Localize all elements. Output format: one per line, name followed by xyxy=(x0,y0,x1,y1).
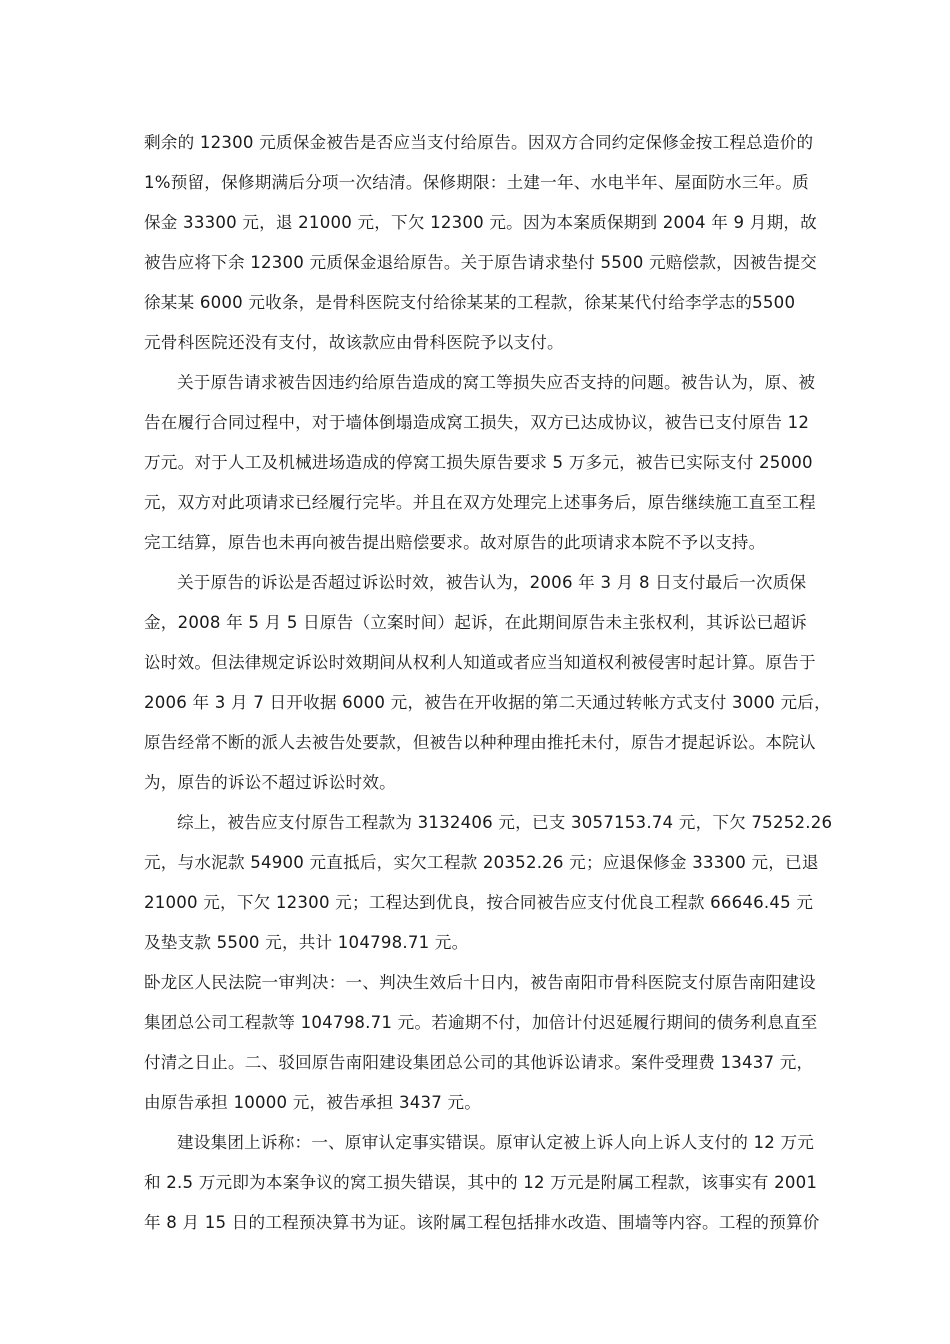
text-line: 原告经常不断的派人去被告处要款，但被告以种种理由推托未付，原告才提起诉讼。本院认 xyxy=(144,733,816,752)
text-line: 1%预留，保修期满后分项一次结清。保修期限：土建一年、水电半年、屋面防水三年。质 xyxy=(144,173,809,192)
text-line: 由原告承担 10000 元，被告承担 3437 元。 xyxy=(144,1093,482,1112)
text-line: 年 8 月 15 日的工程预决算书为证。该附属工程包括排水改造、围墙等内容。工程的预算价 xyxy=(144,1213,820,1232)
text-line: 告在履行合同过程中，对于墙体倒塌造成窝工损失，双方已达成协议，被告已支付原告 12 xyxy=(144,413,810,432)
text-line: 21000 元，下欠 12300 元；工程达到优良，按合同被告应支付优良工程款 66646.45 元 xyxy=(144,893,814,912)
text-line: 付清之日止。二、驳回原告南阳建设集团总公司的其他诉讼请求。案件受理费 13437 元， xyxy=(144,1053,814,1072)
text-line: 徐某某 6000 元收条，是骨科医院支付给徐某某的工程款，徐某某代付给李学志的5500 xyxy=(144,293,796,312)
text-line: 完工结算，原告也未再向被告提出赔偿要求。故对原告的此项请求本院不予以支持。 xyxy=(144,533,766,552)
text-line: 保金 33300 元，退 21000 元，下欠 12300 元。因为本案质保期到 2004 年 9 月期，故 xyxy=(144,213,817,232)
text-line: 剩余的 12300 元质保金被告是否应当支付给原告。因双方合同约定保修金按工程总造价的 xyxy=(144,133,814,152)
text-line: 元，与水泥款 54900 元直抵后，实欠工程款 20352.26 元；应退保修金 33300 元，已退 xyxy=(144,853,819,872)
text-line: 及垫支款 5500 元，共计 104798.71 元。 xyxy=(144,933,469,952)
text-line: 为，原告的诉讼不超过诉讼时效。 xyxy=(144,773,396,792)
text-line: 万元。对于人工及机械进场造成的停窝工损失原告要求 5 万多元，被告已实际支付 25000 xyxy=(144,453,813,472)
text-line: 元骨科医院还没有支付，故该款应由骨科医院予以支付。 xyxy=(144,333,564,352)
text-line: 综上，被告应支付原告工程款为 3132406 元，已支 3057153.74 元，下欠 75252.26 xyxy=(177,813,833,832)
text-line: 被告应将下余 12300 元质保金退给原告。关于原告请求垫付 5500 元赔偿款，因被告提交 xyxy=(144,253,817,272)
text-line: 2006 年 3 月 7 日开收据 6000 元，被告在开收据的第二天通过转帐方式支付 3000 元后， xyxy=(144,693,831,712)
text-line: 关于原告请求被告因违约给原告造成的窝工等损失应否支持的问题。被告认为，原、被 xyxy=(177,373,816,392)
text-line: 金，2008 年 5 月 5 日原告（立案时间）起诉，在此期间原告未主张权利，其诉讼已超诉 xyxy=(144,613,807,632)
text-line: 元，双方对此项请求已经履行完毕。并且在双方处理完上述事务后，原告继续施工直至工程 xyxy=(144,493,816,512)
text-line: 讼时效。但法律规定诉讼时效期间从权利人知道或者应当知道权利被侵害时起计算。原告于 xyxy=(144,653,816,672)
text-line: 卧龙区人民法院一审判决：一、判决生效后十日内，被告南阳市骨科医院支付原告南阳建设 xyxy=(144,973,816,992)
text-line: 和 2.5 万元即为本案争议的窝工损失错误，其中的 12 万元是附属工程款，该事实有 2001 xyxy=(144,1173,818,1192)
text-line: 集团总公司工程款等 104798.71 元。若逾期不付，加倍计付迟延履行期间的债务利息直至 xyxy=(144,1013,818,1032)
text-line: 建设集团上诉称：一、原审认定事实错误。原审认定被上诉人向上诉人支付的 12 万元 xyxy=(177,1133,815,1152)
text-line: 关于原告的诉讼是否超过诉讼时效，被告认为，2006 年 3 月 8 日支付最后一次质保 xyxy=(177,573,807,592)
